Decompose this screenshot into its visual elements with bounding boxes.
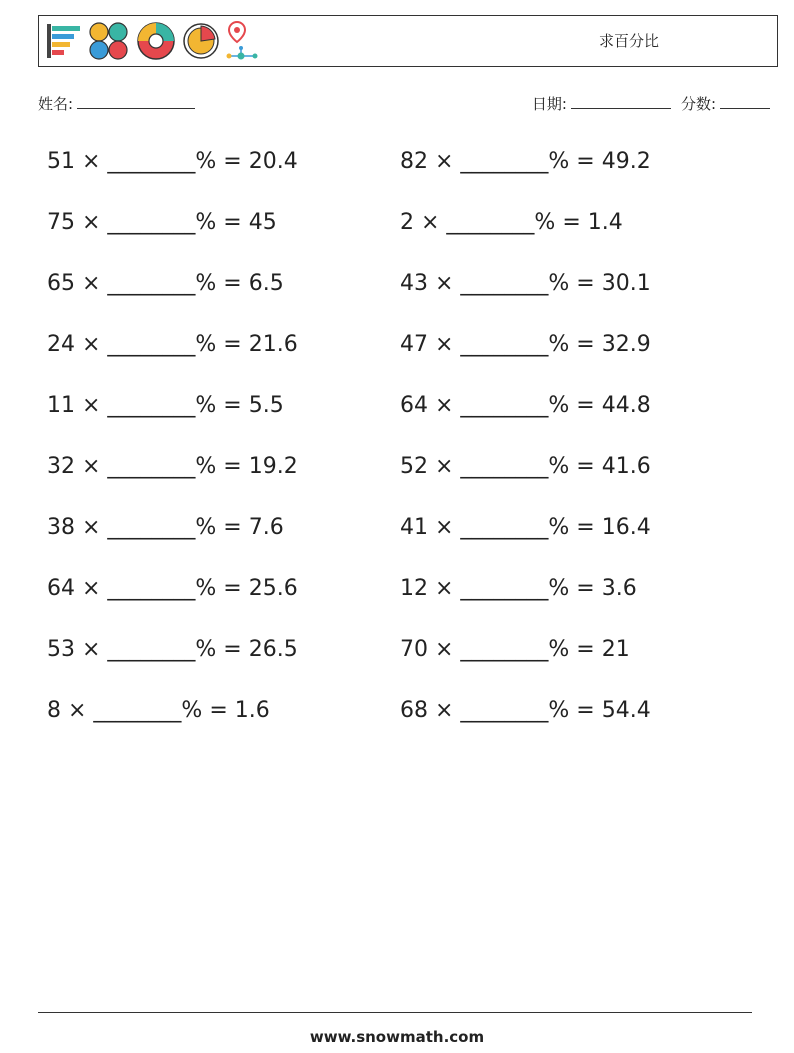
footer-divider xyxy=(38,1012,752,1013)
problem: 11 × ________% = 5.5 xyxy=(47,393,284,418)
problem: 32 × ________% = 19.2 xyxy=(47,454,298,479)
problem: 41 × ________% = 16.4 xyxy=(400,515,651,540)
problem: 43 × ________% = 30.1 xyxy=(400,271,651,296)
score-blank[interactable] xyxy=(720,94,770,109)
problem: 47 × ________% = 32.9 xyxy=(400,332,651,357)
problem: 68 × ________% = 54.4 xyxy=(400,698,651,723)
problem: 12 × ________% = 3.6 xyxy=(400,576,637,601)
problem: 64 × ________% = 25.6 xyxy=(47,576,298,601)
problem: 65 × ________% = 6.5 xyxy=(47,271,284,296)
bar-chart-icon xyxy=(45,22,83,60)
worksheet-header xyxy=(38,15,778,67)
problem: 75 × ________% = 45 xyxy=(47,210,277,235)
location-pin-network-icon xyxy=(225,20,261,62)
name-blank[interactable] xyxy=(77,94,195,109)
logo-strip xyxy=(45,20,261,62)
worksheet-title: 求百分比 xyxy=(598,32,659,50)
pie-chart-icon xyxy=(181,21,221,61)
problem: 52 × ________% = 41.6 xyxy=(400,454,651,479)
name-label: 姓名: xyxy=(38,95,74,113)
problem: 2 × ________% = 1.4 xyxy=(400,210,623,235)
problem: 64 × ________% = 44.8 xyxy=(400,393,651,418)
problem-grid xyxy=(47,142,747,752)
footer-website[interactable]: www.snowmath.com xyxy=(309,1028,485,1046)
problem: 70 × ________% = 21 xyxy=(400,637,630,662)
score-label: 分数: xyxy=(680,95,716,113)
problem: 51 × ________% = 20.4 xyxy=(47,149,298,174)
score-field xyxy=(681,93,770,114)
date-blank[interactable] xyxy=(571,94,671,109)
problem: 8 × ________% = 1.6 xyxy=(47,698,270,723)
date-score-fields xyxy=(532,93,770,114)
problem: 53 × ________% = 26.5 xyxy=(47,637,298,662)
problem: 38 × ________% = 7.6 xyxy=(47,515,284,540)
problem: 24 × ________% = 21.6 xyxy=(47,332,298,357)
name-field xyxy=(38,93,195,114)
date-label: 日期: xyxy=(531,95,567,113)
numbered-petals-icon xyxy=(87,20,131,62)
problem: 82 × ________% = 49.2 xyxy=(400,149,651,174)
donut-chart-icon xyxy=(135,20,177,62)
date-field xyxy=(532,93,671,114)
